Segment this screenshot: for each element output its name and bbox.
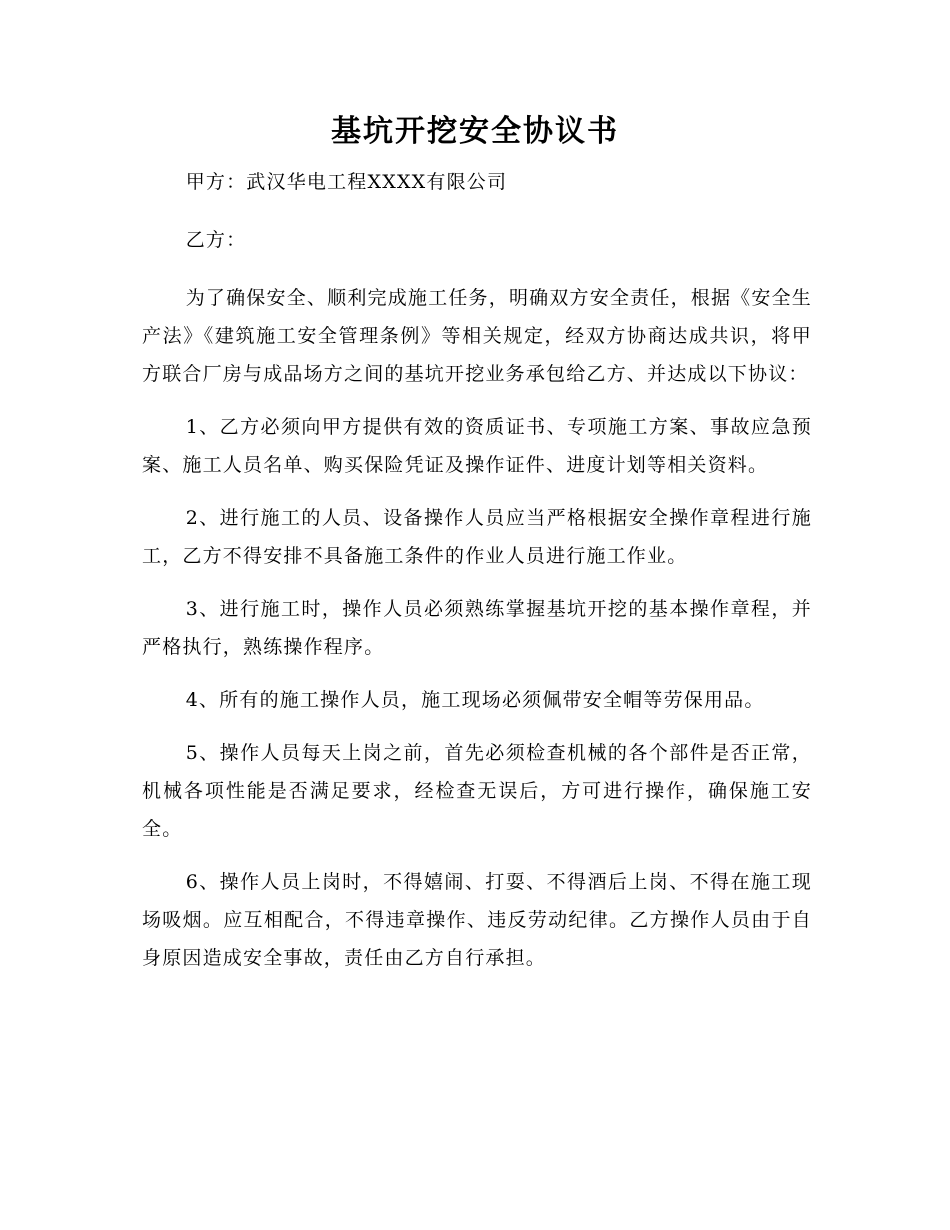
party-a-line: 甲方：武汉华电工程XXXX有限公司: [185, 171, 508, 193]
document-body: [142, 163, 812, 992]
clause-paragraph-4: 4、所有的施工操作人员，施工现场必须佩带安全帽等劳保用品。: [185, 689, 765, 711]
clause-paragraph-1: 1、乙方必须向甲方提供有效的资质证书、专项施工方案、事故应急预案、施工人员名单、购买保险凭证及操作证件、进度计划等相关资料。: [142, 416, 812, 476]
clause-paragraph-3: 3、进行施工时，操作人员必须熟练掌握基坑开挖的基本操作章程，并严格执行，熟练操作程序。: [142, 598, 812, 658]
clause-paragraph-2: 2、进行施工的人员、设备操作人员应当严格根据安全操作章程进行施工，乙方不得安排不具备施工条件的作业人员进行施工作业。: [142, 507, 812, 567]
party-b-line: 乙方：: [185, 229, 247, 251]
intro-paragraph: 为了确保安全、顺利完成施工任务，明确双方安全责任，根据《安全生产法》《建筑施工安全管理条例》等相关规定，经双方协商达成共识，将甲方联合厂房与成品场方之间的基坑开挖业务承包给乙方、并达成以下协议：: [142, 287, 812, 385]
document-title: 基坑开挖安全协议书: [331, 114, 619, 149]
clause-paragraph-6: 6、操作人员上岗时，不得嬉闹、打耍、不得酒后上岗、不得在施工现场吸烟。应互相配合，不得违章操作、违反劳动纪律。乙方操作人员由于自身原因造成安全事故，责任由乙方自行承担。: [142, 871, 812, 969]
clause-paragraph-5: 5、操作人员每天上岗之前，首先必须检查机械的各个部件是否正常，机械各项性能是否满足要求，经检查无误后，方可进行操作，确保施工安全。: [142, 742, 812, 840]
